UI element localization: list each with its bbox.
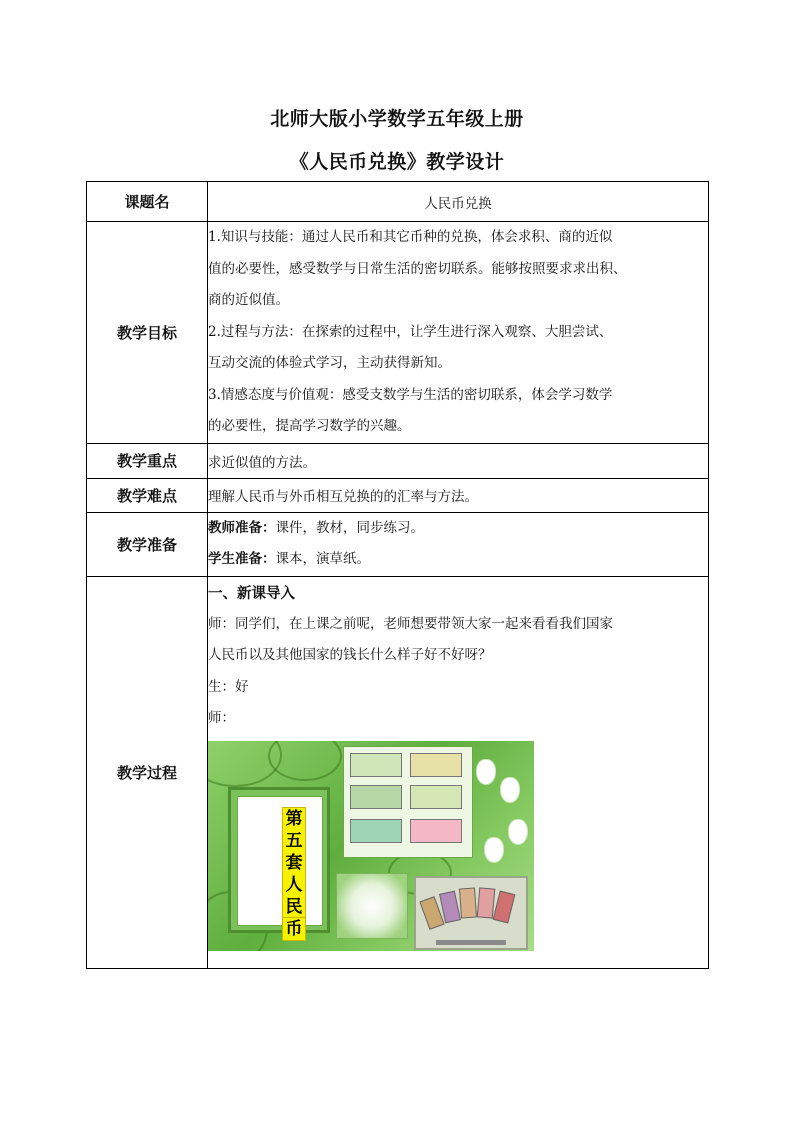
- preparation-label: 教学准备: [87, 512, 208, 576]
- objective-line: 的必要性，提高学习数学的兴趣。: [208, 418, 411, 434]
- dialogue-line: 人民币以及其他国家的钱长什么样子好不好呀？: [208, 647, 492, 663]
- row-difficulty: [87, 478, 709, 512]
- teacher-preparation: 教师准备：课件，教材，同步练习。: [208, 519, 424, 536]
- document-title: 北师大版小学数学五年级上册: [270, 108, 524, 130]
- banknote: [350, 819, 402, 843]
- section-title: 一、新课导入: [208, 585, 295, 602]
- process-content: [208, 576, 709, 968]
- objective-line: 商的近似值。: [208, 292, 289, 308]
- banner-frame: 第 五 套 人 民 币: [228, 787, 330, 933]
- preparation-content: [208, 512, 709, 576]
- banknote: [350, 753, 402, 777]
- rmb-illustration: [208, 741, 534, 951]
- student-preparation: 学生准备：课本，演草纸。: [208, 551, 370, 567]
- process-label: 教学过程: [87, 576, 208, 968]
- flower-image: [336, 873, 408, 939]
- objective-line: 3.情感态度与价值观：感受支数学与生活的密切联系，体会学习数学: [208, 386, 613, 403]
- banknote: [410, 819, 462, 843]
- objective-line: 互动交流的体验式学习，主动获得新知。: [208, 355, 451, 371]
- banknote: [410, 753, 462, 777]
- row-objectives: [87, 222, 709, 444]
- banknote: [350, 785, 402, 809]
- dialogue-line: 生：好: [208, 678, 249, 695]
- objectives-label: 教学目标: [87, 222, 208, 444]
- key-point-value: 求近似值的方法。: [208, 443, 709, 478]
- row-preparation: [87, 512, 709, 576]
- objectives-content: [208, 222, 709, 444]
- lesson-plan-table: [86, 181, 709, 969]
- row-key-point: [87, 443, 709, 478]
- document-subtitle: 《人民币兑换》教学设计: [289, 151, 505, 173]
- dialogue-line: 师：: [208, 710, 235, 726]
- topic-value: 人民币兑换: [208, 182, 709, 222]
- row-topic: [87, 182, 709, 222]
- banknote: [410, 785, 462, 809]
- banknote-photo: [414, 876, 528, 950]
- topic-label: 课题名: [87, 182, 208, 222]
- row-process: [87, 576, 709, 968]
- banner-text: 第 五 套 人 民: [282, 807, 306, 919]
- objective-line: 2.过程与方法：在探索的过程中，让学生进行深入观察、大胆尝试、: [208, 323, 613, 340]
- objective-line: 值的必要性，感受数学与日常生活的密切联系。能够按照要求求出积、: [208, 260, 627, 277]
- key-point-label: 教学重点: [87, 443, 208, 478]
- banknotes-panel: [343, 746, 473, 858]
- difficulty-label: 教学难点: [87, 478, 208, 512]
- objective-line: 1.知识与技能：通过人民币和其它币种的兑换，体会求积、商的近似: [208, 229, 613, 245]
- dialogue-line: 师：同学们，在上课之前呢，老师想要带领大家一起来看看我们国家: [208, 615, 613, 632]
- difficulty-value: 理解人民币与外币相互兑换的的汇率与方法。: [208, 478, 709, 512]
